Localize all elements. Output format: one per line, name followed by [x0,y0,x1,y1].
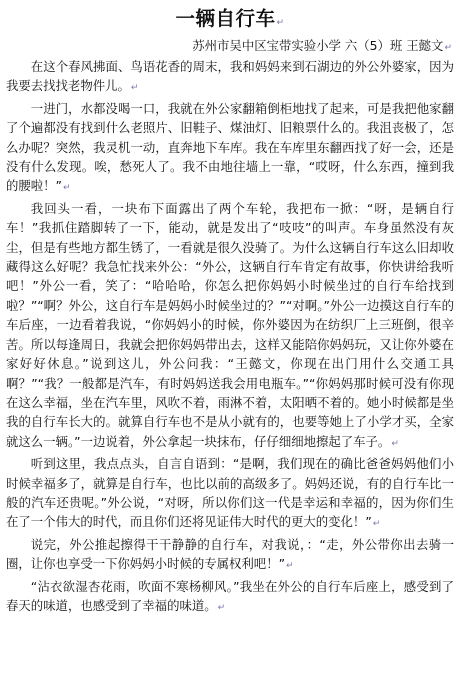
paragraph [6,99,454,199]
paragraph-text: 在这个春风拂面、鸟语花香的周末，我和妈妈来到石湖边的外公外婆家，因为我要去找找老物件儿。 [6,59,454,94]
paragraph-mark-icon: ↵ [286,561,294,572]
paragraph [6,57,454,99]
paragraph-mark-icon: ↵ [130,83,139,94]
paragraph-text: 说完，外公推起擦得干干静静的自行车，对我说，：“走，外公带你出去骑一圈，让你也享受一下你妈妈小时候的专属权利吧！” [6,536,454,572]
paragraph-text: “沾衣欲湿杏花雨，吹面不寒杨柳风。”我坐在外公的自行车后座上，感受到了春天的味道，也感受到了幸福的味道。 [6,578,454,613]
paragraph-text: 我回头一看，一块布下面露出了两个车轮，我把布一掀：“呀，是辆自行车！”我抓住踏脚转了一下，能动，就是发出了“吱吱”的叫声。车身虽然没有灰尘，但是有些地方都生锈了，一看就是很久没骑了。为什么这辆自行车这么旧却收藏得这么好呢？我急忙找来外公：“外公，这辆自行车肯定有故事，你快讲给我听吧！”外公一看，笑了：“哈哈哈，你怎么把你妈妈小时候坐过的自行车给找到啦？”“啊？外公，这自行车是妈妈小时候坐过的？”“对啊。”外公一边摸这自行车的车后座，一边看着我说，“你妈妈小的时候，你外婆因为在纺织厂上三班倒，很辛苦。所以每逢周日，我就会把你妈妈带出去，这样又能陪你妈妈玩，又让你外婆在家好好休息。”说到这儿，外公问我：“王懿文，你现在出门用什么交通工具啊？”“我？一般都是汽车，有时妈妈送我会用电瓶车。”“你妈妈那时候可没有你现在这么幸福，坐在汽车里，风吹不着，雨淋不着，太阳晒不着的。她小时候都是坐我的自行车长大的。就算自行车也不是从小就有的，也要等她上了小学才买，全家就这么一辆。”一边说着，外公拿起一块抹布，仔仔细细地擦起了车子。 [6,200,454,449]
paragraph-text: 听到这里，我点点头，自言自语到：“是啊，我们现在的确比爸爸妈妈他们小时候幸福多了，就算是自行车，也比以前的高级多了。妈妈还说，有的自行车比一般的汽车还贵呢。”外公说，“对呀，所以你们这一代是幸运和幸福的，因为你们生在了一个伟大的时代，而且你们还将见证伟大时代的更大的变化！” [6,456,454,530]
paragraph-mark-icon: ↵ [62,183,71,194]
paragraph-mark-icon: ↵ [372,519,381,530]
paragraph [6,454,454,535]
paragraph-mark-icon: ↵ [444,43,452,53]
paragraph-mark-icon: ↵ [276,18,285,28]
paragraph-text: 一进门，水都没喝一口，我就在外公家翻箱倒柜地找了起来，可是我把他家翻了个遍都没有找到什么老照片、旧鞋子、煤油灯、旧粮票什么的。我沮丧极了，怎么办呢？突然，我灵机一动，直奔地下车库。我在车库里东翻西找了好一会，还是没有什么发现。唉，愁死人了。我不由地往墙上一靠，“哎呀，什么东西，撞到我的腰啦！” [6,100,454,194]
paragraph-mark-icon: ↵ [391,438,399,449]
byline-text: 苏州市吴中区宝带实验小学 六（5）班 王懿文 [192,38,444,53]
paragraph [6,199,454,454]
title-text: 一辆自行车 [175,7,276,30]
author-byline [6,38,454,56]
document-title [6,6,454,36]
paragraph [6,577,454,619]
paragraph-mark-icon: ↵ [217,602,226,613]
paragraph [6,535,454,577]
